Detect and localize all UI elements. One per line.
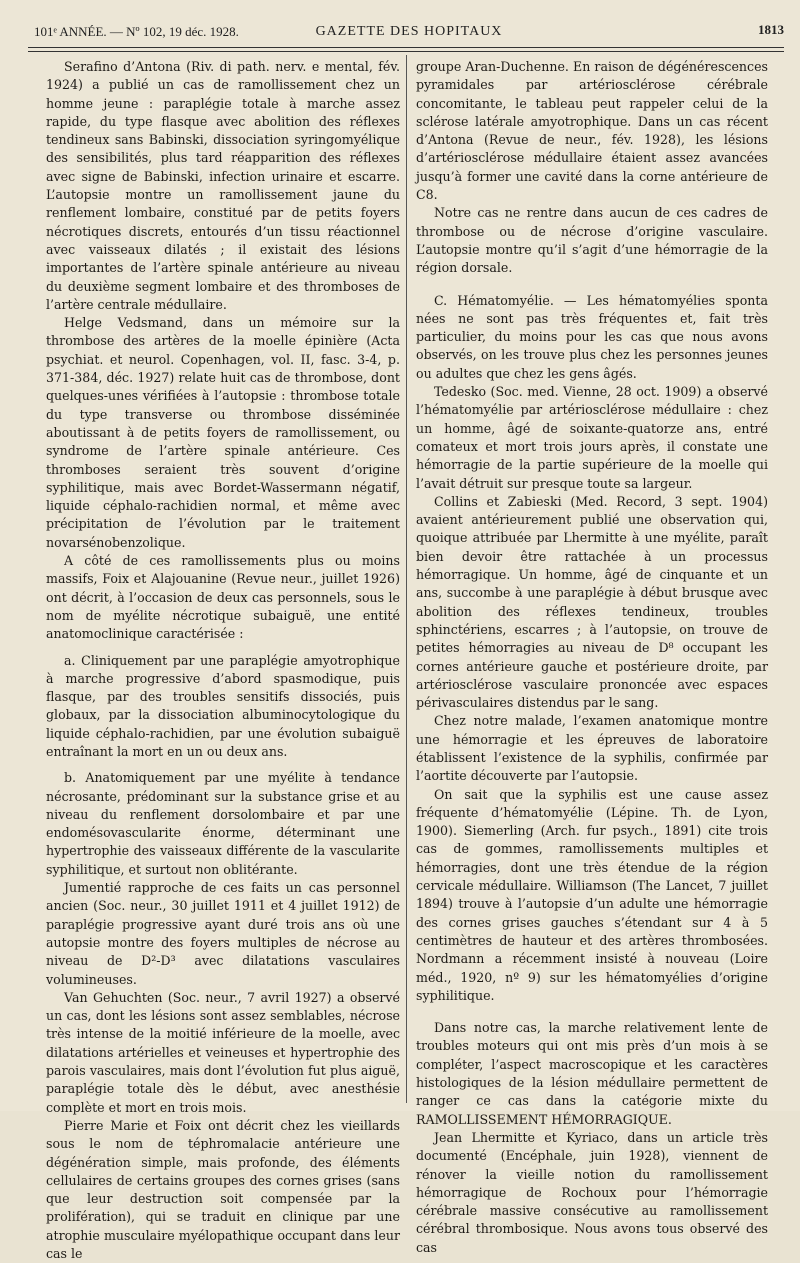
paragraph: Chez notre malade, l’examen anatomique montre une hémorragie et les épreuves de laboratoire établissent l’existence de la syphilis, confirmée par l’aortite découverte par l’autopsie. <box>416 713 768 784</box>
running-header <box>34 20 784 46</box>
paragraph: Van Gehuchten (Soc. neur., 7 avril 1927) a observé un cas, dont les lésions sont assez semblables, nécrose très intense de la moitié inférieure de la moelle, avec dilatations artérielles et veineuses et hypertrophie des parois vasculaires, mais dont l’évolution fut plus aiguë, paraplégie totale dès le début, avec anesthésie complète et mort en trois mois. <box>46 989 400 1115</box>
publication-title: GAZETTE DES HOPITAUX <box>315 24 503 39</box>
left-column <box>46 58 400 1263</box>
paragraph: A côté de ces ramollissements plus ou moins massifs, Foix et Alajouanine (Revue neur., juillet 1926) ont décrit, à l’occasion de deux cas personnels, sous le nom de myélite nécrotique subaiguë, une entité anatomoclinique caractérisée : <box>46 553 400 642</box>
column-divider <box>406 55 407 1103</box>
paragraph: Jean Lhermitte et Kyriaco, dans un article très documenté (Encéphale, juin 1928), viennent de rénover la vieille notion du ramollissement hémorragique de Rochoux pour l’hémorragie cérébrale massive consécutive au ramollissement cérébral thrombosique. Nous avons tous observé des cas <box>416 1129 768 1255</box>
page-number: 1813 <box>758 22 784 37</box>
paragraph: a. Cliniquement par une paraplégie amyotrophique à marche progressive d’abord spasmodique, puis flasque, par des troubles sensitifs dissociés, puis globaux, par la dissociation albuminocytologique du liquide céphalo-rachidien, par une évolution subaiguë entraînant la mort en un ou deux ans. <box>46 652 400 759</box>
paragraph: Collins et Zabieski (Med. Record, 3 sept. 1904) avaient antérieurement publié une observation qui, quoique attribuée par Lhermitte à une myélite, paraît bien devoir être rattachée à un processus hémorragique. Un homme, âgé de cinquante et un ans, succombe à une paraplégie à début brusque avec abolition des réflexes tendineux, troubles sphinctériens, escarres ; à l’autopsie, on trouve de petites hémorragies au niveau de D⁸ occupant les cornes antérieure gauche et postérieure droite, par artériosclérose vasculaire prononcée avec espaces périvasculaires distendus par le sang. <box>416 493 768 711</box>
paragraph: Dans notre cas, la marche relativement lente de troubles moteurs qui ont mis près d’un mois à se compléter, l’aspect macroscopique et les caractères histologiques de la lésion médullaire permettent de ranger ce cas dans la catégorie mixte du RAMOLLISSEMENT HÉMORRAGIQUE. <box>416 1020 768 1127</box>
paragraph: groupe Aran-Duchenne. En raison de dégénérescences pyramidales par artériosclérose cérébrale concomitante, le tableau peut rappeler celui de la sclérose latérale amyotrophique. Dans un cas récent d’Antona (Revue de neur., fév. 1928), les lésions d’artériosclérose médullaire étaient assez avancées jusqu’à former une cavité dans la corne antérieure de C8. <box>416 59 768 203</box>
paragraph: On sait que la syphilis est une cause assez fréquente d’hématomyélie (Lépine. Th. de Lyon, 1900). Siemerling (Arch. fur psych., 1891) cite trois cas de gommes, ramollissements multiples et hémorragies, dont une très étendue de la région cervicale médullaire. Williamson (The Lancet, 7 juillet 1894) trouve à l’autopsie d’un adulte une hémorragie des cornes grises gauches s’étendant sur 4 à 5 centimètres de hauteur et des artères thrombosées. Nordmann a récemment insisté à nouveau (Loire méd., 1920, nº 9) sur les hématomyélies d’origine syphilitique. <box>416 786 768 1003</box>
header-rule-top <box>28 47 784 48</box>
issue-info: 101ᵉ ANNÉE. — Nº 102, 19 déc. 1928. <box>34 24 239 39</box>
paragraph: Tedesko (Soc. med. Vienne, 28 oct. 1909) a observé l’hématomyélie par artériosclérose médullaire : chez un homme, âgé de soixante-quatorze ans, entré comateux et mort trois jours après, il constate une hémorragie de la partie supérieure de la moelle qui l’avait détruit sur presque toute sa largeur. <box>416 384 768 491</box>
paragraph: Serafino d’Antona (Riv. di path. nerv. e mental, fév. 1924) a publié un cas de ramollissement chez un homme jeune : paraplégie totale à marche assez rapide, du type flasque avec abolition des réflexes tendineux sans Babinski, dissociation syringomyélique des sensibilités, plus tard réapparition des réflexes avec signe de Babinski, infection urinaire et escarre. L’autopsie montre un ramollissement jaune du renflement lombaire, constitué par de petits foyers nécrotiques discrets, entourés d’un tissu réactionnel avec vaisseaux dilatés ; il existait des lésions importantes de l’artère spinale antérieure au niveau du deuxième segment lombaire et des thromboses de l’artère centrale médullaire. <box>46 59 400 312</box>
paragraph: b. Anatomiquement par une myélite à tendance nécrosante, prédominant sur la substance grise et au niveau du renflement dorsolombaire et par une endomésovascularite énorme, déterminant une hypertrophie des vaisseaux différente de la vascularite syphilitique, et surtout non oblitérante. <box>46 770 400 877</box>
paragraph: Helge Vedsmand, dans un mémoire sur la thrombose des artères de la moelle épinière (Acta psychiat. et neurol. Copenhagen, vol. II, fasc. 3-4, p. 371-384, déc. 1927) relate huit cas de thrombose, dont quelques-unes vérifiées à l’autopsie : thrombose totale du type transverse ou thrombose disséminée aboutissant à de petits foyers de ramollissement, ou syndrome de l’artère spinale antérieure. Ces thromboses seraient très souvent d’origine syphilitique, mais avec Bordet-Wassermann négatif, liquide céphalo-rachidien normal, et même avec précipitation de l’évolution par le traitement novarsénobenzolique. <box>46 315 400 550</box>
paragraph: Pierre Marie et Foix ont décrit chez les vieillards sous le nom de téphromalacie antérieure une dégénération simple, mais profonde, des éléments cellulaires de certains groupes des cornes grises (sans que leur destruction soit compensée par la prolifération), qui se traduit en clinique par une atrophie musculaire myélopathique occupant dans leur cas le <box>46 1117 400 1261</box>
section-paragraph: C. Hématomyélie. — Les hématomyélies sponta nées ne sont pas très fréquentes et, fait très particulier, du moins pour les cas que nous avons observés, on les trouve plus chez les personnes jeunes ou adultes que chez les gens âgés. <box>416 292 768 381</box>
paragraph: Notre cas ne rentre dans aucun de ces cadres de thrombose ou de nécrose d’origine vasculaire. L’autopsie montre qu’il s’agit d’une hémorragie de la région dorsale. <box>416 205 768 276</box>
header-rule-bottom <box>28 51 784 52</box>
right-column <box>416 58 768 1257</box>
paragraph: Jumentié rapproche de ces faits un cas personnel ancien (Soc. neur., 30 juillet 1911 et 4 juillet 1912) de paraplégie progressive ayant duré trois ans où une autopsie montre des foyers multiples de nécrose au niveau de D²-D³ avec dilatations vasculaires volumineuses. <box>46 880 400 987</box>
